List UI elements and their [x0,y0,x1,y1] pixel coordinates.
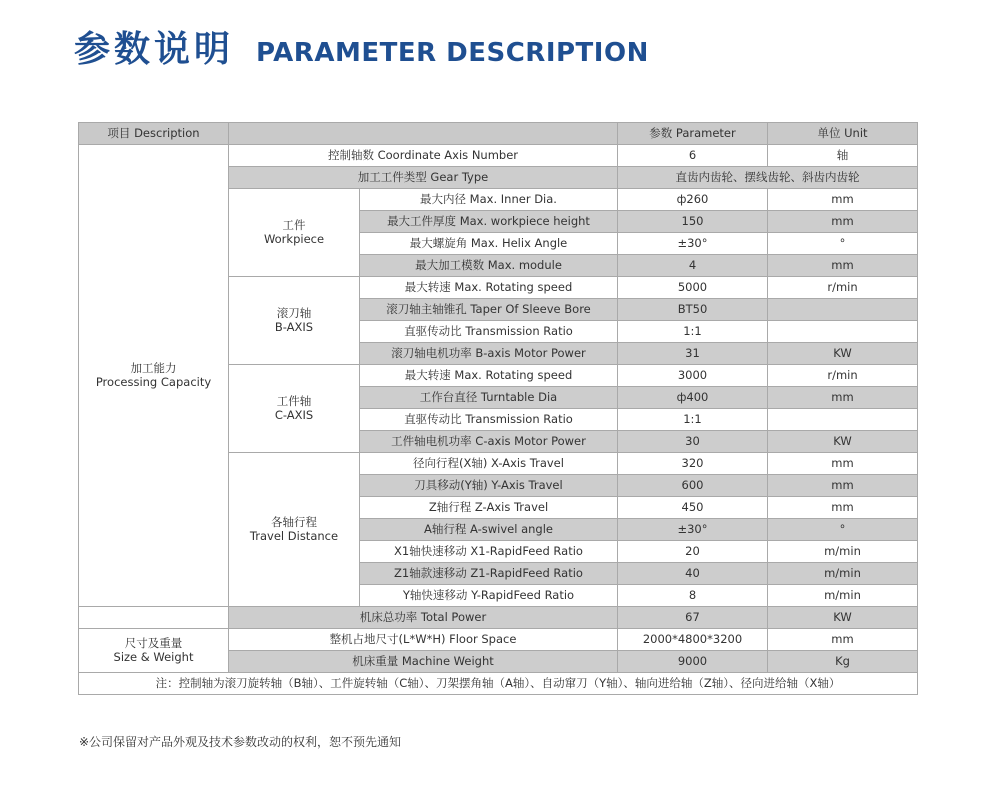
size-weight-cell [79,629,229,673]
param-value: 30 [618,431,768,453]
param-unit: mm [768,475,918,497]
table-note: 注：控制轴为滚刀旋转轴（B轴）、工件旋转轴（C轴）、刀架摆角轴（A轴）、自动窜刀（Y轴）、轴向进给轴（Z轴）、径向进给轴（X轴） [79,673,918,695]
param-value: 1:1 [618,321,768,343]
param-value: 450 [618,497,768,519]
group-label-cn: 工件轴 [276,393,312,408]
param-unit: mm [768,211,918,233]
param-value: 5000 [618,277,768,299]
table-row [79,629,918,651]
param-unit: mm [768,453,918,475]
param-name: 滚刀轴主轴锥孔 Taper Of Sleeve Bore [360,299,618,321]
floor-space-unit: mm [768,629,918,651]
group-label-en: C-AXIS [274,407,314,422]
size-label-cn: 尺寸及重量 [124,635,183,650]
floor-space-value: 2000*4800*3200 [618,629,768,651]
param-value: ±30° [618,519,768,541]
param-name: 直驱传动比 Transmission Ratio [360,321,618,343]
param-unit: m/min [768,585,918,607]
param-value: 600 [618,475,768,497]
param-value: 3000 [618,365,768,387]
param-unit [768,299,918,321]
page-title [74,20,649,68]
param-value: 4 [618,255,768,277]
gear-type-value: 直齿内齿轮、摆线齿轮、斜齿内齿轮 [618,167,918,189]
param-unit: r/min [768,277,918,299]
param-value: 31 [618,343,768,365]
param-unit: m/min [768,541,918,563]
machine-weight-value: 9000 [618,651,768,673]
group-label-en: Workpiece [263,231,325,246]
title-chinese: 参数说明 [74,29,235,70]
param-value: 150 [618,211,768,233]
axis-number-value: 6 [618,145,768,167]
processing-capacity-cell [79,145,229,607]
axis-number-unit: 轴 [768,145,918,167]
param-value: BT50 [618,299,768,321]
param-name: 最大内径 Max. Inner Dia. [360,189,618,211]
param-name: 最大螺旋角 Max. Helix Angle [360,233,618,255]
c-axis-group-label [229,365,360,453]
param-value: 1:1 [618,409,768,431]
table-row [79,145,918,167]
param-unit: r/min [768,365,918,387]
param-name: 刀具移动(Y轴) Y-Axis Travel [360,475,618,497]
table-header-row [79,123,918,145]
group-label-cn: 工件 [282,217,306,232]
param-name: 最大转速 Max. Rotating speed [360,277,618,299]
param-name: 工件轴电机功率 C-axis Motor Power [360,431,618,453]
total-power-unit: KW [768,607,918,629]
group-label-en: B-AXIS [274,319,314,334]
total-power-value: 67 [618,607,768,629]
footnote: ※公司保留对产品外观及技术参数改动的权利，恕不预先通知 [79,735,402,749]
param-value: ф260 [618,189,768,211]
header-description: 项目 Description [79,123,229,145]
b-axis-group-label [229,277,360,365]
param-unit: ° [768,519,918,541]
param-unit: KW [768,343,918,365]
param-unit: KW [768,431,918,453]
param-name: Z轴行程 Z-Axis Travel [360,497,618,519]
param-name: 工作台直径 Turntable Dia [360,387,618,409]
param-unit: mm [768,255,918,277]
machine-weight-label: 机床重量 Machine Weight [229,651,618,673]
param-name: 最大工件厚度 Max. workpiece height [360,211,618,233]
processing-label-cn: 加工能力 [130,360,177,375]
floor-space-label: 整机占地尺寸(L*W*H) Floor Space [229,629,618,651]
group-label-cn: 各轴行程 [271,514,317,529]
param-name: 最大转速 Max. Rotating speed [360,365,618,387]
gear-type-label: 加工工件类型 Gear Type [229,167,618,189]
table-row [79,607,918,629]
param-name: 滚刀轴电机功率 B-axis Motor Power [360,343,618,365]
parameter-table [78,122,918,695]
group-label-cn: 滚刀轴 [276,305,312,320]
param-unit: ° [768,233,918,255]
param-value: ф400 [618,387,768,409]
param-unit: mm [768,387,918,409]
param-name: X1轴快速移动 X1-RapidFeed Ratio [360,541,618,563]
title-english: PARAMETER DESCRIPTION [256,38,649,68]
param-value: 20 [618,541,768,563]
param-unit [768,321,918,343]
table-row [79,673,918,695]
total-power-blank [79,607,229,629]
travel-distance-group-label [229,453,360,607]
param-name: 最大加工模数 Max. module [360,255,618,277]
param-unit: mm [768,189,918,211]
header-blank [229,123,618,145]
machine-weight-unit: Kg [768,651,918,673]
param-name: 径向行程(X轴) X-Axis Travel [360,453,618,475]
size-label-en: Size & Weight [113,649,194,664]
param-value: 40 [618,563,768,585]
header-unit: 单位 Unit [768,123,918,145]
param-value: 8 [618,585,768,607]
param-value: 320 [618,453,768,475]
workpiece-group-label [229,189,360,277]
param-unit [768,409,918,431]
param-unit: mm [768,497,918,519]
group-label-en: Travel Distance [249,528,339,543]
param-name: Y轴快速移动 Y-RapidFeed Ratio [360,585,618,607]
param-name: 直驱传动比 Transmission Ratio [360,409,618,431]
total-power-label: 机床总功率 Total Power [229,607,618,629]
param-name: Z1轴款速移动 Z1-RapidFeed Ratio [360,563,618,585]
header-parameter: 参数 Parameter [618,123,768,145]
processing-label-en: Processing Capacity [95,374,212,389]
param-name: A轴行程 A-swivel angle [360,519,618,541]
axis-number-label: 控制轴数 Coordinate Axis Number [229,145,618,167]
param-unit: m/min [768,563,918,585]
param-value: ±30° [618,233,768,255]
